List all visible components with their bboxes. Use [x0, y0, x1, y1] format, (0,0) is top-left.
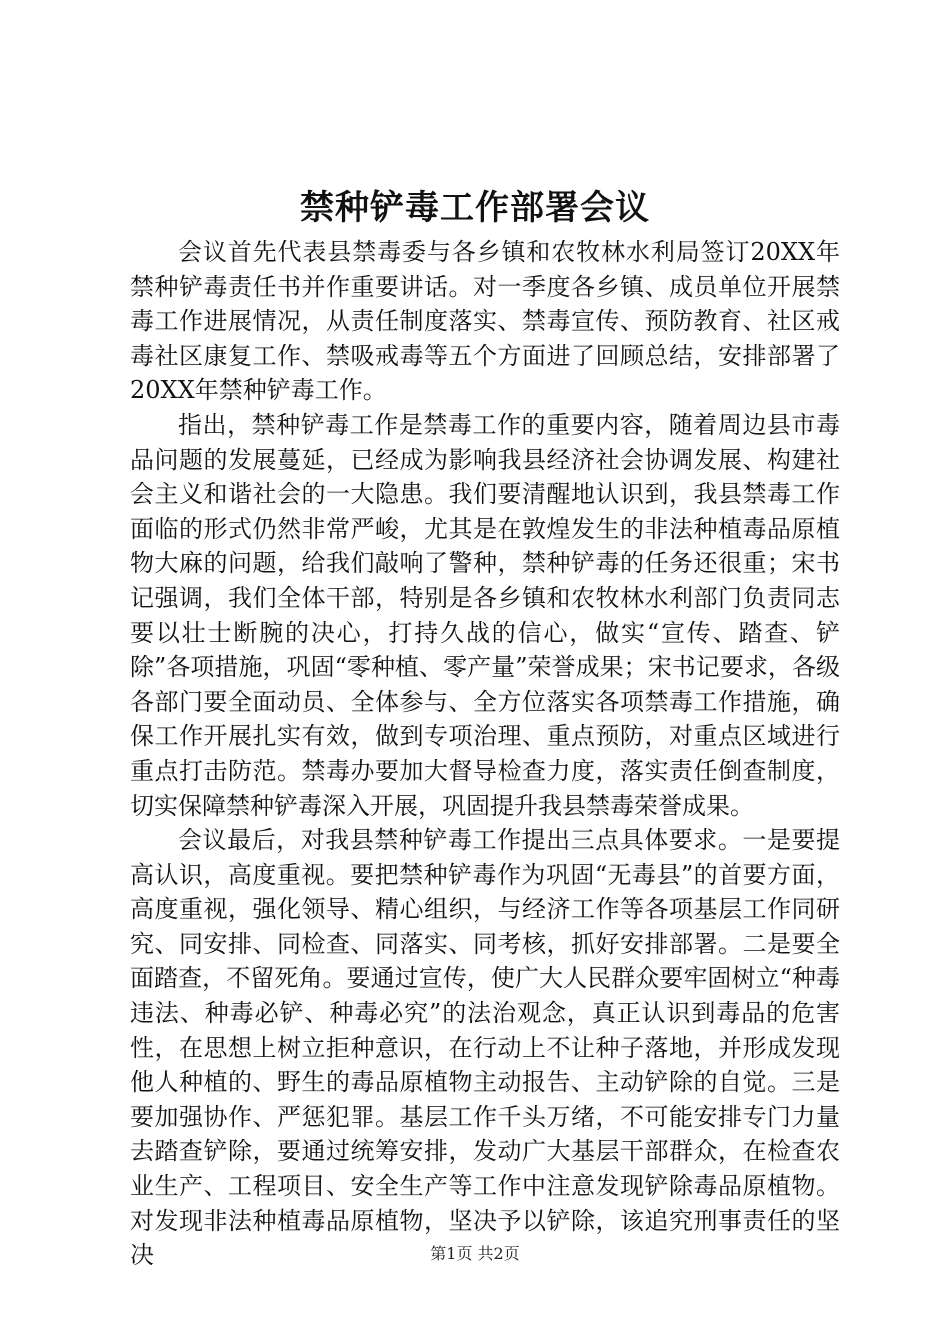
paragraph-3: 会议最后，对我县禁种铲毒工作提出三点具体要求。一是要提高认识，高度重视。要把禁种铲毒作为巩固“无毒县”的首要方面，高度重视，强化领导、精心组织，与经济工作等各项基层工作同研究、同安排、同检查、同落实、同考核，抓好安排部署。二是要全面踏查，不留死角。要通过宣传，使广大人民群众要牢固树立“种毒违法、种毒必铲、种毒必究”的法治观念，真正认识到毒品的危害性，在思想上树立拒种意识，在行动上不让种子落地，并形成发现他人种植的、野生的毒品原植物主动报告、主动铲除的自觉。三是要加强协作、严惩犯罪。基层工作千头万绪，不可能安排专门力量去踏查铲除，要通过统筹安排，发动广大基层干部群众，在检查农业生产、工程项目、安全生产等工作中注意发现铲除毒品原植物。对发现非法种植毒品原植物，坚决予以铲除，该追究刑事责任的坚决 [130, 826, 840, 1270]
document-title: 禁种铲毒工作部署会议 [300, 188, 650, 228]
page-number-footer: 第1页 共2页 [430, 1244, 520, 1263]
paragraph-2: 指出，禁种铲毒工作是禁毒工作的重要内容，随着周边县市毒品问题的发展蔓延，已经成为影响我县经济社会协调发展、构建社会主义和谐社会的一大隐患。我们要清醒地认识到，我县禁毒工作面临的形式仍然非常严峻，尤其是在敦煌发生的非法种植毒品原植物大麻的问题，给我们敲响了警种，禁种铲毒的任务还很重；宋书记强调，我们全体干部，特别是各乡镇和农牧林水利部门负责同志要以壮士断腕的决心，打持久战的信心，做实“宣传、踏查、铲除”各项措施，巩固“零种植、零产量”荣誉成果；宋书记要求，各级各部门要全面动员、全体参与、全方位落实各项禁毒工作措施，确保工作开展扎实有效，做到专项治理、重点预防，对重点区域进行重点打击防范。禁毒办要加大督导检查力度，落实责任倒查制度，切实保障禁种铲毒深入开展，巩固提升我县禁毒荣誉成果。 [130, 410, 840, 820]
paragraph-1: 会议首先代表县禁毒委与各乡镇和农牧林水利局签订20XX年禁种铲毒责任书并作重要讲话。对一季度各乡镇、成员单位开展禁毒工作进展情况，从责任制度落实、禁毒宣传、预防教育、社区戒毒社区康复工作、禁吸戒毒等五个方面进了回顾总结，安排部署了20XX年禁种铲毒工作。 [130, 238, 840, 405]
document-body [130, 235, 840, 1273]
